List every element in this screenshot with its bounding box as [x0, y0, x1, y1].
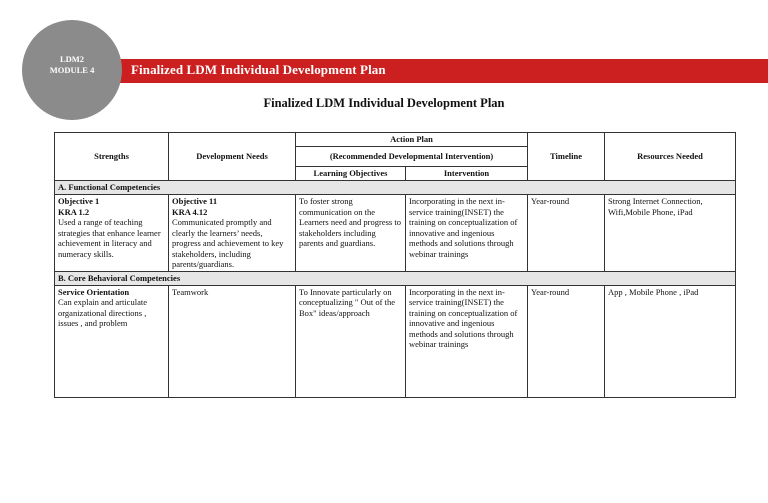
development-need-cell: Teamwork [169, 285, 296, 397]
banner-title: Finalized LDM Individual Development Plan [131, 62, 386, 77]
development-plan-table [54, 132, 736, 398]
strength-subtitle: KRA 1.2 [58, 206, 90, 217]
header-intervention: Intervention [406, 167, 528, 181]
header-banner [120, 59, 768, 83]
header-strengths: Strengths [55, 133, 169, 181]
header-action-plan: Action Plan [296, 133, 528, 147]
strength-text: Can explain and articulate organizational directions , issues , and problem [58, 297, 147, 328]
intervention-cell: Incorporating in the next in-service training(INSET) the training on conceptualization of innovative and ingenious methods and solutions through webinar trainings [406, 285, 528, 397]
document-title: Finalized LDM Individual Development Plan [263, 96, 505, 110]
learning-objectives-cell: To foster strong communication on the Learners need and progress to stakeholders including parents and guardians. [296, 195, 406, 272]
timeline-cell: Year-round [528, 285, 605, 397]
need-subtitle: KRA 4.12 [172, 206, 208, 217]
header-action-plan-sub: (Recommended Developmental Intervention) [296, 147, 528, 167]
section-title: B. Core Behavioral Competencies [55, 271, 736, 285]
header-learning-objectives: Learning Objectives [296, 167, 406, 181]
strength-title: Service Orientation [58, 286, 130, 297]
resources-cell: Strong Internet Connection, Wifi,Mobile Phone, iPad [605, 195, 736, 272]
table-row [55, 285, 736, 397]
strength-cell [55, 285, 169, 397]
header-development-needs: Development Needs [169, 133, 296, 181]
strength-cell [55, 195, 169, 272]
resources-cell: App , Mobile Phone , iPad [605, 285, 736, 397]
timeline-cell: Year-round [528, 195, 605, 272]
development-need-cell [169, 195, 296, 272]
badge-line-1: LDM2 [59, 54, 85, 64]
table-row [55, 195, 736, 272]
strength-title: Objective 1 [58, 196, 100, 206]
need-text: Communicated promptly and clearly the learners’ needs, progress and achievement to key stakeholders, including parents/guardians. [172, 217, 284, 269]
need-title: Objective 11 [172, 196, 218, 206]
section-title: A. Functional Competencies [55, 181, 736, 195]
intervention-cell: Incorporating in the next in-service training(INSET) the training on conceptualization of innovative and ingenious methods and solutions through webinar trainings [406, 195, 528, 272]
strength-text: Used a range of teaching strategies that enhance learner achievement in literacy and numeracy skills. [58, 217, 161, 259]
learning-objectives-cell: To Innovate particularly on conceptualizing " Out of the Box" ideas/approach [296, 285, 406, 397]
header-timeline: Timeline [528, 133, 605, 181]
badge-line-2: MODULE 4 [49, 65, 95, 75]
header-resources-needed: Resources Needed [605, 133, 736, 181]
